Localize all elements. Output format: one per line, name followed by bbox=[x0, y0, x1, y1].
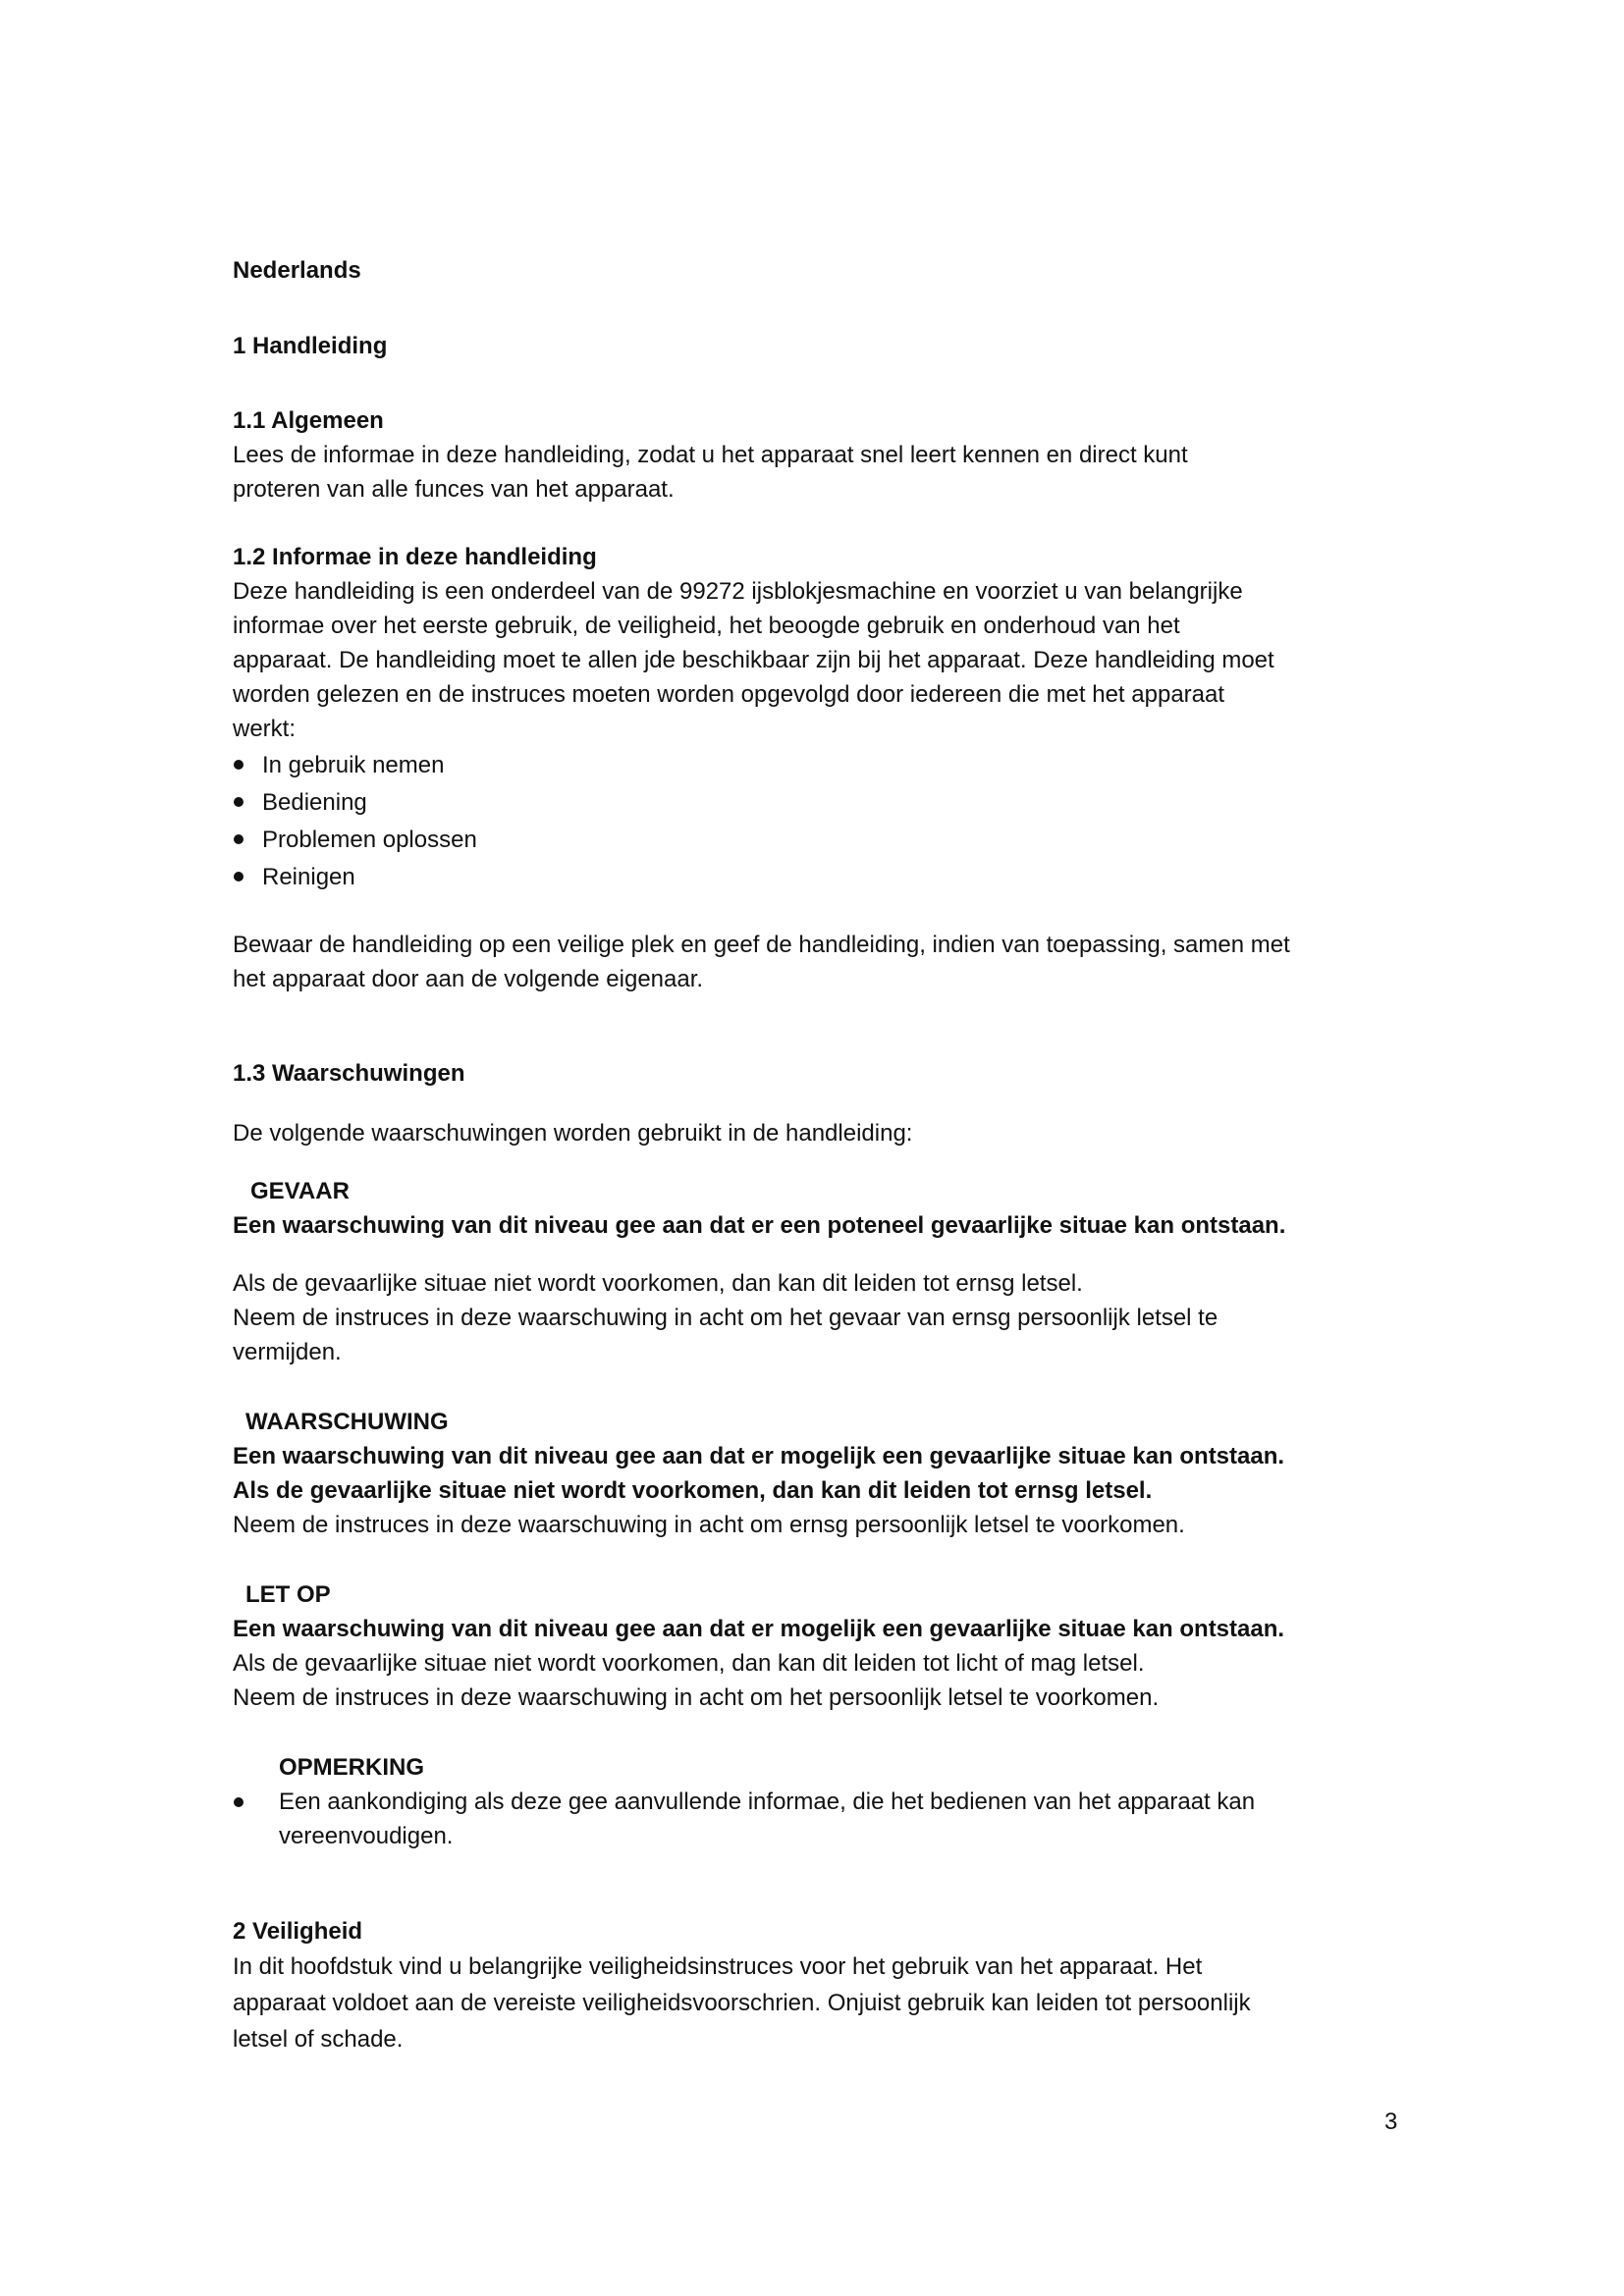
gevaar-text-line: Neem de instruces in deze waarschuwing in acht om het gevaar van ernsg persoonlijk letsel te bbox=[233, 1305, 1218, 1331]
waarschuwing-bold-text: Als de gevaarlijke situae niet wordt voorkomen, dan kan dit leiden tot ernsg letsel. bbox=[233, 1477, 1153, 1504]
opmerking-text-line: vereenvoudigen. bbox=[279, 1823, 454, 1849]
bullet-icon bbox=[234, 1797, 244, 1807]
list-item: In gebruik nemen bbox=[262, 752, 445, 778]
section-1-2-closing-line: Bewaar de handleiding op een veilige plek en geef de handleiding, indien van toepassing, samen met bbox=[233, 932, 1290, 958]
list-item: Bediening bbox=[262, 789, 367, 816]
section-1-2-closing-line: het apparaat door aan de volgende eigenaar. bbox=[233, 966, 704, 992]
bullet-icon bbox=[234, 872, 244, 881]
let-op-label: LET OP bbox=[245, 1581, 331, 1608]
bullet-icon bbox=[234, 760, 244, 770]
bullet-icon bbox=[234, 834, 244, 844]
section-1-3-heading: 1.3 Waarschuwingen bbox=[233, 1060, 465, 1087]
section-1-2-text-line: worden gelezen en de instruces moeten worden opgevolgd door iedereen die met het apparaat bbox=[233, 681, 1225, 708]
opmerking-label: OPMERKING bbox=[279, 1754, 425, 1781]
section-1-3-intro: De volgende waarschuwingen worden gebruikt in de handleiding: bbox=[233, 1120, 913, 1147]
section-1-2-text-line: apparaat. De handleiding moet te allen jde beschikbaar zijn bij het apparaat. Deze handleiding moet bbox=[233, 647, 1274, 673]
chapter-1-heading: 1 Handleiding bbox=[233, 333, 388, 359]
language-heading: Nederlands bbox=[233, 257, 361, 284]
gevaar-text-line: vermijden. bbox=[233, 1339, 342, 1365]
opmerking-text-line: Een aankondiging als deze gee aanvullende informae, die het bedienen van het apparaat kan bbox=[279, 1789, 1256, 1815]
section-1-2-text-line: informae over het eerste gebruik, de veiligheid, het beoogde gebruik en onderhoud van het bbox=[233, 613, 1180, 639]
chapter-2-heading: 2 Veiligheid bbox=[233, 1918, 363, 1945]
waarschuwing-label: WAARSCHUWING bbox=[245, 1409, 449, 1435]
section-1-1-text-line: Lees de informae in deze handleiding, zodat u het apparaat snel leert kennen en direct kunt bbox=[233, 442, 1188, 468]
list-item: Reinigen bbox=[262, 864, 355, 890]
section-1-2-heading: 1.2 Informae in deze handleiding bbox=[233, 544, 597, 570]
section-1-2-text-line: Deze handleiding is een onderdeel van de 99272 ijsblokjesmachine en voorziet u van belangrijke bbox=[233, 578, 1243, 605]
section-1-1-text-line: proteren van alle funces van het apparaat. bbox=[233, 476, 675, 503]
let-op-text-line: Als de gevaarlijke situae niet wordt voorkomen, dan kan dit leiden tot licht of mag letsel. bbox=[233, 1650, 1145, 1677]
section-1-2-text-line: werkt: bbox=[233, 716, 297, 742]
gevaar-label: GEVAAR bbox=[250, 1178, 350, 1204]
gevaar-bold-text: Een waarschuwing van dit niveau gee aan dat er een poteneel gevaarlijke situae kan ontstaan. bbox=[233, 1212, 1286, 1239]
gevaar-text-line: Als de gevaarlijke situae niet wordt voorkomen, dan kan dit leiden tot ernsg letsel. bbox=[233, 1270, 1083, 1297]
chapter-2-text-line: letsel of schade. bbox=[233, 2026, 404, 2053]
chapter-2-text-line: In dit hoofdstuk vind u belangrijke veiligheidsinstruces voor het gebruik van het apparaat. Het bbox=[233, 1953, 1203, 1980]
page-number: 3 bbox=[1384, 2109, 1398, 2135]
section-1-1-heading: 1.1 Algemeen bbox=[233, 407, 384, 434]
list-item: Problemen oplossen bbox=[262, 827, 477, 853]
waarschuwing-text-line: Neem de instruces in deze waarschuwing in acht om ernsg persoonlijk letsel te voorkomen. bbox=[233, 1512, 1185, 1538]
bullet-icon bbox=[234, 797, 244, 807]
let-op-text-line: Neem de instruces in deze waarschuwing in acht om het persoonlijk letsel te voorkomen. bbox=[233, 1684, 1160, 1711]
let-op-bold-text: Een waarschuwing van dit niveau gee aan dat er mogelijk een gevaarlijke situae kan ontstaan. bbox=[233, 1616, 1285, 1642]
waarschuwing-bold-text: Een waarschuwing van dit niveau gee aan dat er mogelijk een gevaarlijke situae kan ontstaan. bbox=[233, 1443, 1285, 1469]
chapter-2-text-line: apparaat voldoet aan de vereiste veiligheidsvoorschrien. Onjuist gebruik kan leiden tot persoonlijk bbox=[233, 1990, 1251, 2016]
